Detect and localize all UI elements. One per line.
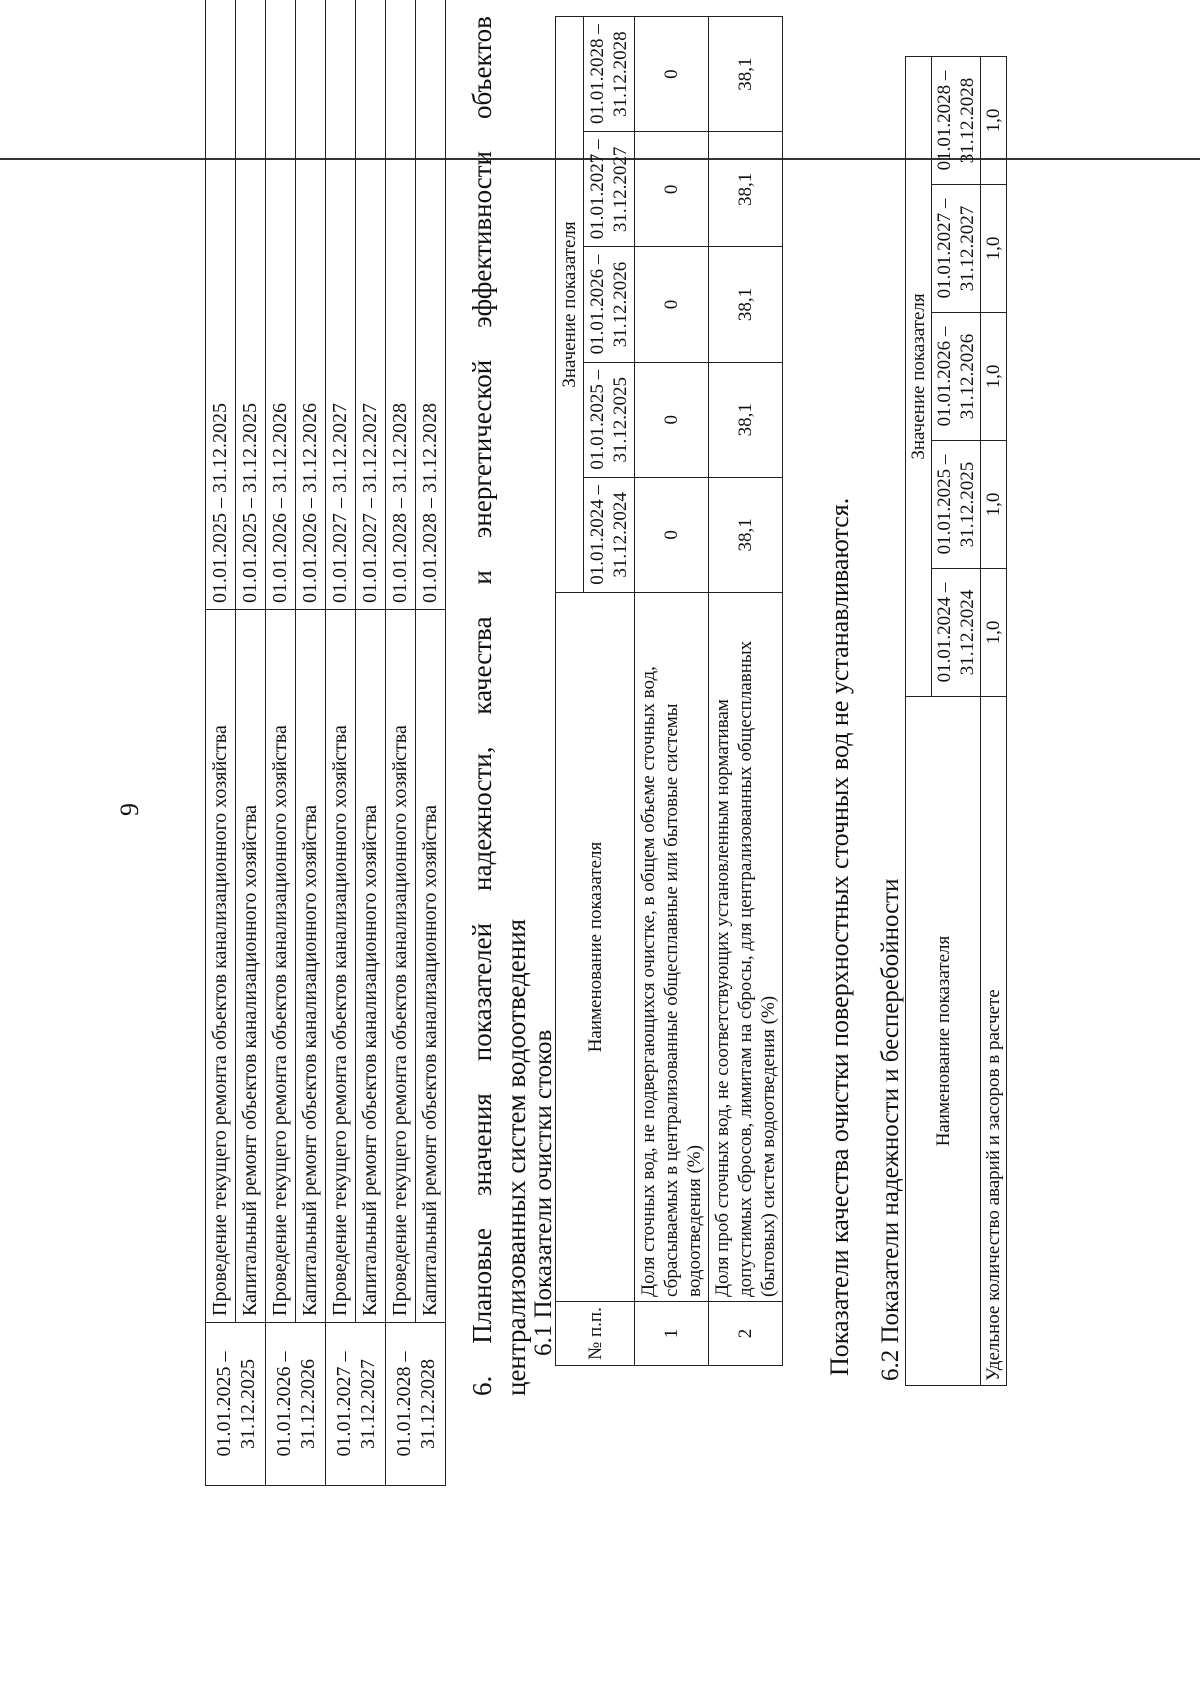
period-header: 01.01.2028 – 31.12.2028 — [932, 57, 981, 185]
heading-word: и — [467, 570, 497, 585]
indicator-value: 0 — [635, 247, 709, 362]
period-header: 01.01.2026 – 31.12.2026 — [584, 247, 635, 362]
heading-word: показателей — [467, 922, 497, 1062]
indicator-name: Доля сточных вод, не подвергающихся очистке, в общем объеме сточных вод, сбрасываемых в централизованные общесплавные или бытовые системы водоотведения (%) — [635, 593, 709, 1302]
dates-cell: 01.01.2027 – 31.12.2027 — [326, 0, 356, 610]
indicator-value: 38,1 — [709, 477, 783, 592]
table-header-row — [556, 17, 584, 1366]
heading-word: энергетической — [467, 359, 497, 539]
header-indicator-name: Наименование показателя — [556, 593, 635, 1302]
period-header: 01.01.2028 – 31.12.2028 — [584, 17, 635, 132]
indicator-value: 1,0 — [981, 313, 1007, 441]
indicator-value: 1,0 — [981, 185, 1007, 313]
table-row — [296, 0, 326, 1486]
heading-word: надежности, — [467, 746, 497, 891]
indicator-value: 38,1 — [709, 132, 783, 247]
work-cell: Проведение текущего ремонта объектов канализационного хозяйства — [206, 610, 236, 1323]
header-number: № п.п. — [556, 1302, 635, 1366]
dates-cell: 01.01.2026 – 31.12.2026 — [296, 0, 326, 610]
table-row — [386, 0, 416, 1486]
indicator-value: 1,0 — [981, 441, 1007, 569]
dates-cell: 01.01.2026 – 31.12.2026 — [266, 0, 296, 610]
header-value: Значение показателя — [556, 17, 584, 593]
dates-cell: 01.01.2027 – 31.12.2027 — [356, 0, 386, 610]
indicator-value: 38,1 — [709, 362, 783, 477]
indicator-value: 38,1 — [709, 247, 783, 362]
table-row — [416, 0, 446, 1486]
heading-word: качества — [467, 616, 497, 715]
indicator-value: 0 — [635, 362, 709, 477]
section-6-1-title: 6.1 Показатели очистки стоков — [530, 1029, 557, 1356]
section-6-heading — [465, 16, 533, 1396]
section-6-heading-line2: централизованных систем водоотведения — [501, 918, 531, 1396]
treatment-indicators-table — [555, 16, 783, 1366]
section-6-heading-line1 — [465, 16, 499, 1396]
period-header: 01.01.2025 – 31.12.2025 — [584, 362, 635, 477]
heading-word: эффективности — [467, 151, 497, 328]
period-header: 01.01.2026 – 31.12.2026 — [932, 313, 981, 441]
indicator-value: 0 — [635, 477, 709, 592]
header-indicator-name: Наименование показателя — [906, 697, 981, 1386]
table-header-row — [906, 57, 932, 1386]
surface-water-note: Показатели качества очистки поверхностных сточных вод не устанавливаются. — [825, 497, 854, 1376]
table-row — [236, 0, 266, 1486]
work-cell: Проведение текущего ремонта объектов канализационного хозяйства — [326, 610, 356, 1323]
table-row — [326, 0, 356, 1486]
heading-word: Плановые — [467, 1228, 497, 1344]
table-row — [356, 0, 386, 1486]
indicator-value: 0 — [635, 132, 709, 247]
table-row — [709, 17, 783, 1366]
header-value: Значение показателя — [906, 57, 932, 697]
row-number: 1 — [635, 1302, 709, 1366]
period-header: 01.01.2024 – 31.12.2024 — [584, 477, 635, 592]
period-cell: 01.01.2025 – 31.12.2025 — [206, 1323, 266, 1486]
dates-cell: 01.01.2025 – 31.12.2025 — [236, 0, 266, 610]
period-header: 01.01.2027 – 31.12.2027 — [932, 185, 981, 313]
section-6-2-title: 6.2 Показатели надежности и бесперебойности — [877, 878, 904, 1381]
period-cell: 01.01.2026 – 31.12.2026 — [266, 1323, 326, 1486]
reliability-indicators-table — [905, 56, 1007, 1386]
table-row — [635, 17, 709, 1366]
period-cell: 01.01.2027 – 31.12.2027 — [326, 1323, 386, 1486]
period-cell: 01.01.2028 – 31.12.2028 — [386, 1323, 446, 1486]
dates-cell: 01.01.2025 – 31.12.2025 — [206, 0, 236, 610]
table-row — [266, 0, 296, 1486]
work-cell: Капитальный ремонт объектов канализационного хозяйства — [296, 610, 326, 1323]
schedule-table — [205, 0, 446, 1486]
dates-cell: 01.01.2028 – 31.12.2028 — [416, 0, 446, 610]
dates-cell: 01.01.2028 – 31.12.2028 — [386, 0, 416, 610]
indicator-value: 0 — [635, 17, 709, 132]
indicator-value: 1,0 — [981, 57, 1007, 185]
indicator-name: Удельное количество аварий и засоров в расчете — [981, 697, 1007, 1386]
table-row — [206, 0, 236, 1486]
period-header: 01.01.2025 – 31.12.2025 — [932, 441, 981, 569]
work-cell: Проведение текущего ремонта объектов канализационного хозяйства — [386, 610, 416, 1323]
period-header: 01.01.2024 – 31.12.2024 — [932, 569, 981, 697]
indicator-name: Доля проб сточных вод, не соответствующих установленным нормативам допустимых сбросов, лимитам на сбросы, для централизованных общесплавных (бытовых) систем водоотведения (%) — [709, 593, 783, 1302]
indicator-value: 1,0 — [981, 569, 1007, 697]
period-header: 01.01.2027 – 31.12.2027 — [584, 132, 635, 247]
work-cell: Капитальный ремонт объектов канализационного хозяйства — [416, 610, 446, 1323]
page-number: 9 — [115, 803, 144, 816]
heading-word: объектов — [467, 16, 497, 120]
work-cell: Проведение текущего ремонта объектов канализационного хозяйства — [266, 610, 296, 1323]
work-cell: Капитальный ремонт объектов канализационного хозяйства — [236, 610, 266, 1323]
indicator-value: 38,1 — [709, 17, 783, 132]
table-row — [981, 57, 1007, 1386]
work-cell: Капитальный ремонт объектов канализационного хозяйства — [356, 610, 386, 1323]
heading-word: значения — [467, 1093, 497, 1197]
section-6-number: 6. — [467, 1375, 497, 1396]
row-number: 2 — [709, 1302, 783, 1366]
